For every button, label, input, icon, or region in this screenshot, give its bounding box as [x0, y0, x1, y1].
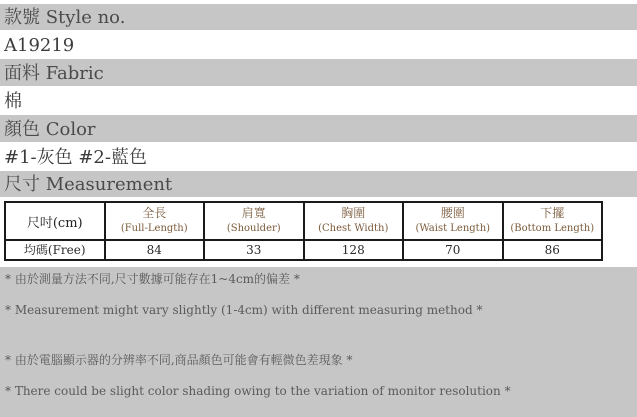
value-shoulder: 33: [204, 240, 304, 260]
size-table-header-row: [5, 202, 602, 240]
note-measurement-zh: * 由於測量方法不同,尺寸數據可能存在1~4cm的偏差 *: [5, 272, 300, 286]
note-color-zh: * 由於電腦顯示器的分辨率不同,商品顏色可能會有輕微色差現象 *: [5, 353, 353, 367]
table-row: [5, 240, 602, 260]
note-color-en: * There could be slight color shading owing to the variation of monitor resolution *: [5, 384, 511, 398]
color-label: 顏色 Color: [0, 115, 637, 142]
color-value: #1-灰色 #2-藍色: [0, 143, 637, 170]
column-shoulder: 肩寬 (Shoulder): [204, 202, 304, 240]
size-corner-cell: 尺吋(cm): [5, 202, 105, 240]
note-measurement-en: * Measurement might vary slightly (1-4cm) with different measuring method *: [5, 303, 483, 317]
style-no-value: A19219: [0, 31, 637, 58]
value-waist-length: 70: [403, 240, 503, 260]
column-bottom-length: 下擺 (Bottom Length): [503, 202, 603, 240]
value-bottom-length: 86: [503, 240, 603, 260]
size-row-label: 均碼(Free): [5, 240, 105, 260]
value-chest-width: 128: [304, 240, 404, 260]
value-full-length: 84: [105, 240, 205, 260]
column-chest-width: 胸圍 (Chest Width): [304, 202, 404, 240]
column-full-length: 全長 (Full-Length): [105, 202, 205, 240]
column-waist-length: 腰圍 (Waist Length): [403, 202, 503, 240]
fabric-label: 面料 Fabric: [0, 59, 637, 86]
size-table: [4, 201, 603, 261]
measurement-label: 尺寸 Measurement: [0, 171, 637, 197]
fabric-value: 棉: [0, 87, 637, 114]
style-no-label: 款號 Style no.: [0, 4, 637, 30]
